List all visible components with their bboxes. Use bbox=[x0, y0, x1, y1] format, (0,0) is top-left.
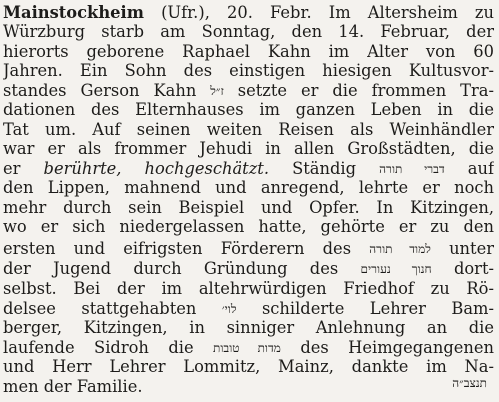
line-5-part-b: setzte er die frommen Tra- bbox=[237, 81, 494, 100]
hebrew-abbreviation: ז״ל bbox=[210, 84, 224, 98]
text-line-2: Würzburg starb am Sonntag, den 14. Februar, der bbox=[3, 22, 494, 41]
text-line-7: Tat um. Auf seinen weiten Reisen als Weinhändler bbox=[3, 120, 494, 139]
line-16-part-a: delsee stattgehabten bbox=[3, 299, 197, 318]
line-16-part-b: schilderte Lehrer Bam- bbox=[261, 299, 494, 318]
line-9-part-c: auf bbox=[467, 159, 494, 178]
line-9-part-a: er bbox=[3, 159, 21, 178]
hebrew-phrase: למוד תורה bbox=[369, 242, 431, 256]
hebrew-signature: תנצב״ה bbox=[452, 376, 487, 390]
line-18-part-b: des Heimgegangenen bbox=[300, 338, 494, 357]
text-line-11: mehr durch sein Beispiel und Opfer. In Kitzingen, bbox=[3, 198, 494, 217]
line-1-rest: (Ufr.), 20. Febr. Im Altersheim zu bbox=[161, 3, 494, 22]
line-13-part-a: ersten und eifrigsten Förderern des bbox=[3, 239, 352, 258]
text-line-3: hierorts geborene Raphael Kahn im Alter von 60 bbox=[3, 42, 494, 61]
text-line-19: und Herr Lehrer Lommitz, Mainz, dankte im Na- bbox=[3, 357, 494, 376]
text-line-8: war er als frommer Jehudi in allen Großstädten, die bbox=[3, 139, 494, 158]
text-line-12: wo er sich niedergelassen hatte, gehörte er zu den bbox=[3, 217, 494, 236]
text-line-10: den Lippen, mahnend und anregend, lehrte er noch bbox=[3, 178, 494, 197]
hebrew-phrase: דברי תורה bbox=[379, 162, 445, 176]
line-14-part-a: der Jugend durch Gründung des bbox=[3, 259, 339, 278]
line-5-part-a: standes Gerson Kahn bbox=[3, 81, 197, 100]
text-line-20: men der Familie. bbox=[3, 377, 143, 396]
text-line-6: dationen des Elternhauses im ganzen Leben in die bbox=[3, 100, 494, 119]
line-13-part-b: unter bbox=[449, 239, 494, 258]
line-14-part-b: dort- bbox=[453, 259, 494, 278]
line-9-part-b: Ständig bbox=[292, 159, 357, 178]
place-name: Mainstockheim bbox=[3, 3, 144, 22]
hebrew-abbreviation: לוי׳ bbox=[221, 302, 237, 316]
hebrew-phrase: חנוך נעורים bbox=[360, 262, 432, 276]
text-line-4: Jahren. Ein Sohn des einstigen hiesigen Kultusvor- bbox=[3, 61, 494, 80]
text-line-17: berger, Kitzingen, in sinniger Anlehnung an die bbox=[3, 318, 494, 337]
line-9-italic: berührte, hochgeschätzt. bbox=[43, 159, 270, 178]
line-18-part-a: laufende Sidroh die bbox=[3, 338, 194, 357]
hebrew-phrase: מדות טובות bbox=[213, 341, 281, 355]
text-line-15: selbst. Bei der im altehrwürdigen Friedhof zu Rö- bbox=[3, 279, 494, 298]
